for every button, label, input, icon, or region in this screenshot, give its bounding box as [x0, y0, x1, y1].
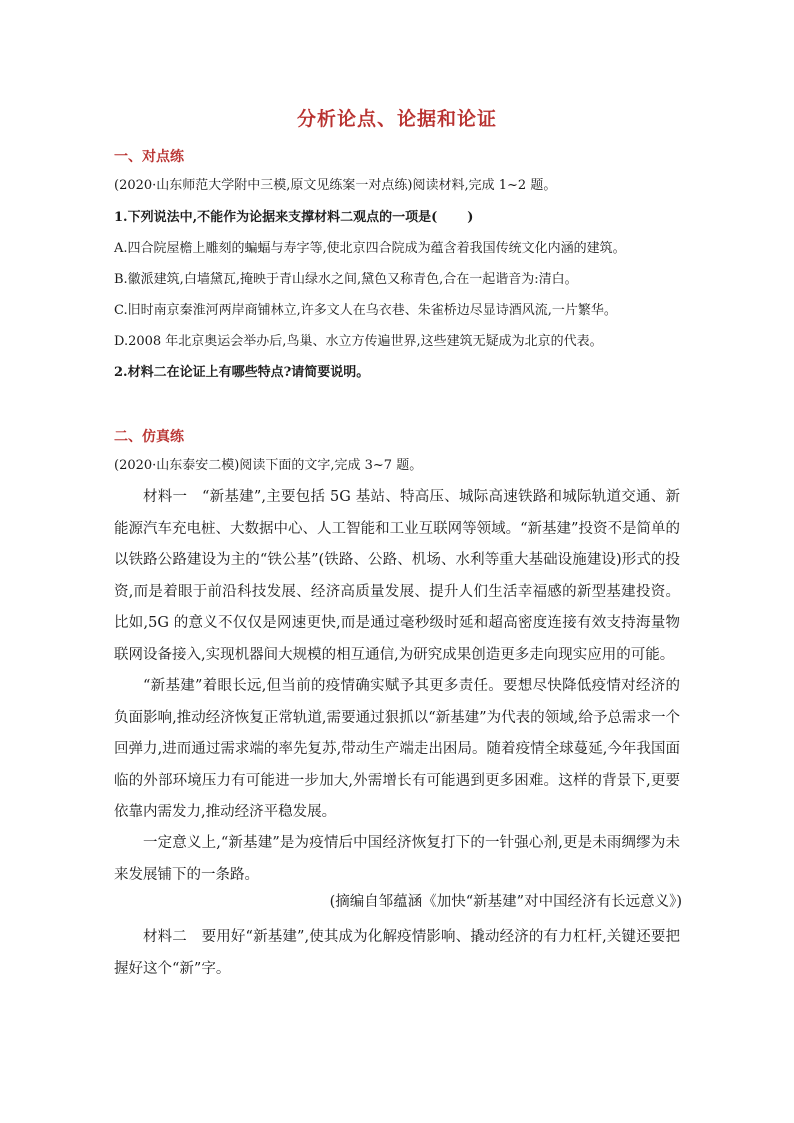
page-title: 分析论点、论据和论证	[296, 108, 497, 130]
question-2: 2.材料二在论证上有哪些特点?请简要说明。	[114, 365, 370, 380]
section1-intro: (2020·山东师范大学附中三模,原文见练案一对点练)阅读材料,完成 1~2 题。	[114, 178, 557, 193]
section-heading-simulation: 二、仿真练	[114, 429, 184, 445]
material-1-paragraph-2: “新基建”着眼长远,但当前的疫情确实赋予其更多责任。要想尽快降低疫情对经济的负面影响,推动经济恢复正常轨道,需要通过狠抓以“新基建”为代表的领域,给予总需求一个回弹力,进而通过需求端的率先复苏,带动生产端走出困局。随着疫情全球蔓延,今年我国面临的外部环境压力有可能进一步加大,外需增长有可能遇到更多困难。这样的背景下,更要依靠内需发力,推动经济平稳发展。	[114, 678, 680, 820]
material-2-paragraph-1: 材料二 要用好“新基建”,使其成为化解疫情影响、撬动经济的有力杠杆,关键还要把握好这个“新”字。	[114, 929, 680, 977]
section-heading-practice: 一、对点练	[114, 149, 184, 165]
option-d: D.2008 年北京奥运会举办后,鸟巢、水立方传遍世界,这些建筑无疑成为北京的代表。	[114, 334, 603, 349]
question-1-stem	[114, 209, 684, 227]
section2-intro: (2020·山东泰安二模)阅读下面的文字,完成 3~7 题。	[114, 458, 423, 473]
option-b: B.徽派建筑,白墙黛瓦,掩映于青山绿水之间,黛色又称青色,合在一起谐音为:清白。	[114, 272, 578, 287]
option-a: A.四合院屋檐上雕刻的蝙蝠与寿字等,使北京四合院成为蕴含着我国传统文化内涵的建筑。	[114, 241, 626, 256]
material-1-paragraph-1: 材料一 “新基建”,主要包括 5G 基站、特高压、城际高速铁路和城际轨道交通、新能源汽车充电桩、大数据中心、人工智能和工业互联网等领域。“新基建”投资不是简单的以铁路公路建设为主的“铁公基”(铁路、公路、机场、水利等重大基础设施建设)形式的投资,而是着眼于前沿科技发展、经济高质量发展、提升人们生活幸福感的新型基建投资。比如,5G 的意义不仅仅是网速更快,而是通过毫秒级时延和超高密度连接有效支持海量物联网设备接入,实现机器间大规模的相互通信,为研究成果创造更多走向现实应用的可能。	[114, 489, 680, 663]
question-1-stem-close: )	[467, 210, 474, 225]
option-c: C.旧时南京秦淮河两岸商铺林立,许多文人在乌衣巷、朱雀桥边尽显诗酒风流,一片繁华。	[114, 303, 617, 318]
question-1-stem-text: 1.下列说法中,不能作为论据来支撑材料二观点的一项是(	[114, 210, 438, 225]
material-1-source: (摘编自邹蕴涵《加快“新基建”对中国经济有长远意义》)	[329, 894, 682, 910]
material-1-paragraph-3: 一定意义上,“新基建”是为疫情后中国经济恢复打下的一针强心剂,更是未雨绸缪为未来发展铺下的一条路。	[114, 835, 680, 883]
